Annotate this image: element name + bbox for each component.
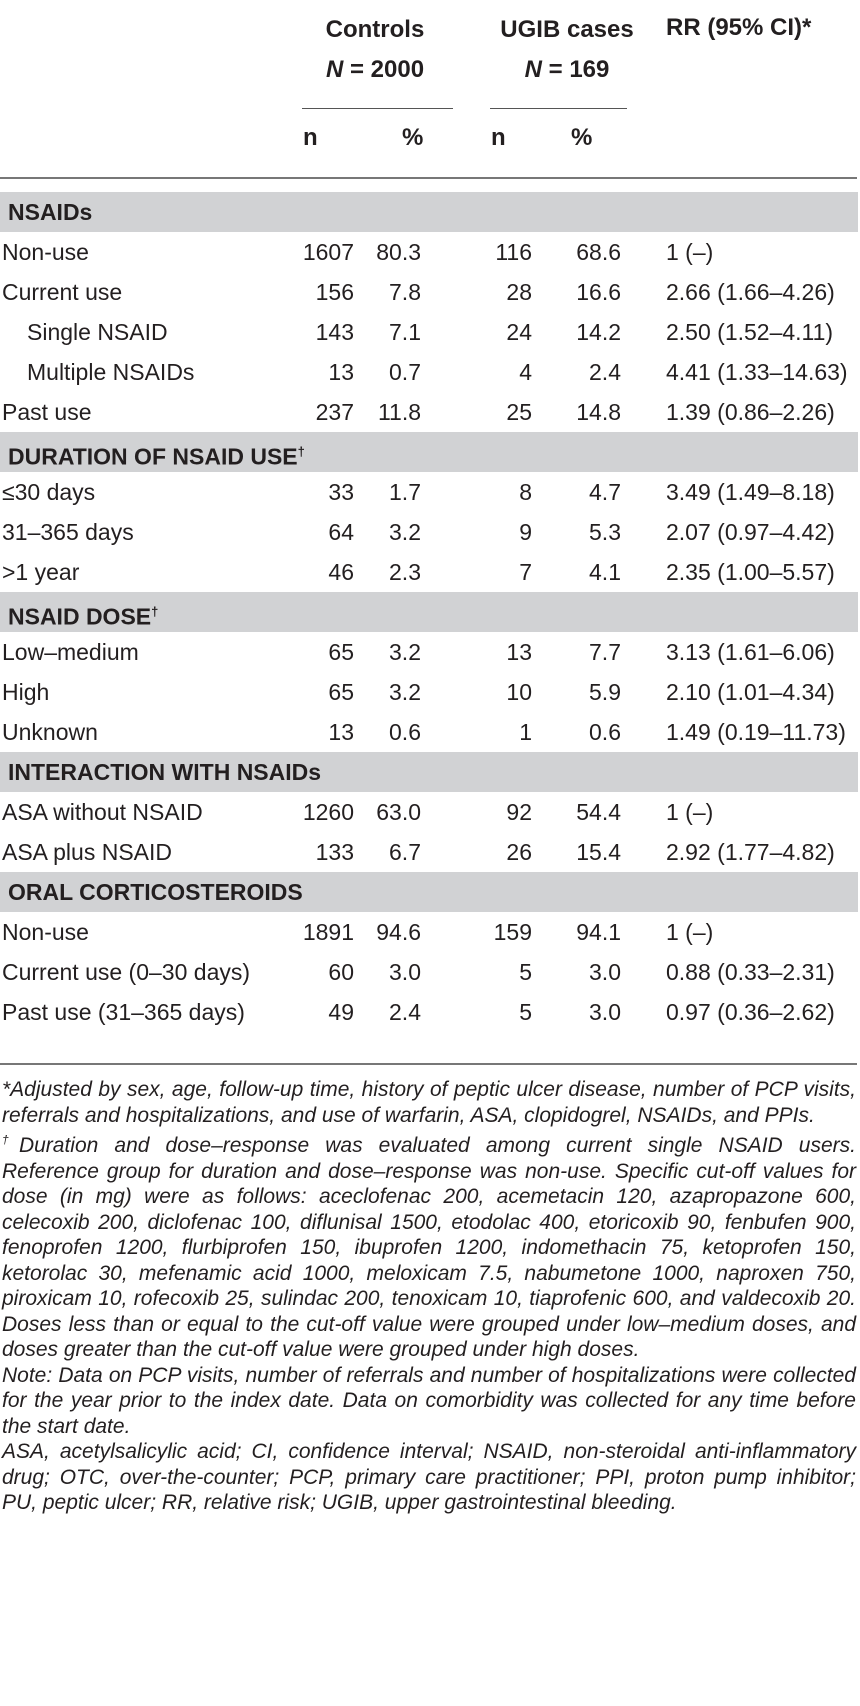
cases-pct-cell: 2.4	[589, 359, 621, 385]
section-header	[0, 192, 858, 232]
cases-n-cell: 25	[506, 399, 532, 425]
cases-n-cell: 92	[506, 799, 532, 825]
row-label: >1 year	[2, 559, 80, 585]
header-rule	[0, 177, 857, 179]
controls-n	[290, 50, 460, 90]
rr-cell: 1 (–)	[666, 919, 714, 945]
cases-n-cell: 9	[519, 519, 532, 545]
controls-n-cell: 46	[328, 559, 354, 585]
table-row	[0, 632, 858, 672]
controls-n-cell: 133	[315, 839, 354, 865]
cases-pct-cell: 54.4	[576, 799, 621, 825]
cases-n-cell: 26	[506, 839, 532, 865]
table-row	[0, 832, 858, 872]
controls-pct-cell: 0.6	[389, 719, 421, 745]
row-label: ASA without NSAID	[2, 799, 203, 825]
cases-n-cell: 10	[506, 679, 532, 705]
table-row	[0, 472, 858, 512]
controls-n-cell: 65	[328, 679, 354, 705]
table-row	[0, 952, 858, 992]
cases-n-cell: 24	[506, 319, 532, 345]
cases-pct-cell: 7.7	[589, 639, 621, 665]
cases-pct-cell: 5.9	[589, 679, 621, 705]
controls-n-cell: 64	[328, 519, 354, 545]
footnote-adjusted: *Adjusted by sex, age, follow-up time, history of peptic ulcer disease, number of PCP visits, referrals and hospitalizations, and use of warfarin, ASA, clopidogrel, NSAIDs, and PPIs.	[2, 1078, 856, 1127]
row-label: 31–365 days	[2, 519, 134, 545]
cases-title: UGIB cases	[500, 16, 634, 43]
cases-n-cell: 5	[519, 959, 532, 985]
rr-cell: 1 (–)	[666, 239, 714, 265]
section-header	[0, 752, 858, 792]
section-title: NSAID DOSE	[8, 603, 152, 630]
row-label: Current use	[2, 279, 123, 305]
table-row	[0, 512, 858, 552]
cases-n	[482, 50, 652, 90]
row-label: Past use (31–365 days)	[2, 999, 245, 1025]
rr-cell: 2.07 (0.97–4.42)	[666, 519, 835, 545]
cases-pct-cell: 4.1	[589, 559, 621, 585]
controls-underline	[302, 108, 453, 109]
cases-n-label: N	[524, 56, 542, 83]
rr-cell: 3.13 (1.61–6.06)	[666, 639, 835, 665]
controls-pct-cell: 63.0	[376, 799, 421, 825]
cases-n-cell: 4	[519, 359, 532, 385]
row-label: Past use	[2, 399, 92, 425]
section-title: DURATION OF NSAID USE	[8, 443, 298, 470]
section-footnote-mark: †	[151, 604, 159, 619]
controls-pct-cell: 2.3	[389, 559, 421, 585]
row-label: Current use (0–30 days)	[2, 959, 251, 985]
section-footnote-mark: †	[297, 444, 305, 459]
controls-n-subheader: n	[303, 124, 318, 151]
cases-n-cell: 116	[495, 239, 532, 265]
controls-pct-subheader: %	[402, 124, 424, 151]
table-row	[0, 712, 858, 752]
controls-pct-cell: 3.0	[389, 959, 421, 985]
cases-n-value: = 169	[541, 56, 610, 83]
controls-pct-cell: 7.1	[389, 319, 421, 345]
rr-cell: 0.97 (0.36–2.62)	[666, 999, 835, 1025]
cases-underline	[490, 108, 627, 109]
controls-n-cell: 1260	[302, 799, 354, 825]
cases-pct-cell: 15.4	[576, 839, 621, 865]
controls-n-cell: 13	[328, 359, 354, 385]
cases-pct-cell: 0.6	[589, 719, 621, 745]
cases-pct-cell: 94.1	[576, 919, 621, 945]
controls-pct-cell: 3.2	[389, 639, 421, 665]
controls-pct-cell: 94.6	[376, 919, 421, 945]
cases-pct-cell: 68.6	[576, 239, 621, 265]
cases-pct-cell: 5.3	[589, 519, 621, 545]
cases-n-cell: 8	[519, 479, 532, 505]
controls-n-cell: 60	[328, 959, 354, 985]
cases-n-cell: 7	[519, 559, 532, 585]
row-label: Low–medium	[2, 639, 139, 665]
table-body	[0, 192, 858, 1032]
controls-title: Controls	[325, 16, 425, 43]
rr-cell: 4.41 (1.33–14.63)	[666, 359, 848, 385]
cases-header	[482, 10, 652, 90]
cases-pct-cell: 3.0	[589, 959, 621, 985]
cases-pct-cell: 16.6	[576, 279, 621, 305]
row-label: Multiple NSAIDs	[27, 359, 195, 385]
row-label: Unknown	[2, 719, 98, 745]
table-row	[0, 912, 858, 952]
rr-cell: 1.39 (0.86–2.26)	[666, 399, 835, 425]
controls-n-cell: 13	[328, 719, 354, 745]
section-header	[0, 592, 858, 632]
cases-n-cell: 13	[506, 639, 532, 665]
dagger-mark: †	[2, 1133, 19, 1147]
rr-cell: 1.49 (0.19–11.73)	[666, 719, 846, 745]
controls-pct-cell: 0.7	[389, 359, 421, 385]
controls-pct-cell: 11.8	[377, 399, 421, 425]
rr-cell: 3.49 (1.49–8.18)	[666, 479, 835, 505]
controls-n-cell: 65	[328, 639, 354, 665]
controls-pct-cell: 7.8	[389, 279, 421, 305]
table-row	[0, 792, 858, 832]
cases-n-subheader: n	[491, 124, 506, 151]
rr-cell: 2.92 (1.77–4.82)	[666, 839, 835, 865]
controls-n-cell: 33	[328, 479, 354, 505]
cases-pct-subheader: %	[571, 124, 593, 151]
cases-n-cell: 28	[506, 279, 532, 305]
controls-n-cell: 1607	[302, 239, 354, 265]
cases-pct-cell: 14.8	[576, 399, 621, 425]
rr-cell: 2.66 (1.66–4.26)	[666, 279, 835, 305]
footnote-dagger	[2, 1128, 856, 1363]
section-title: ORAL CORTICOSTEROIDS	[8, 879, 303, 905]
controls-n-label: N	[325, 56, 344, 83]
footnote-abbreviations: ASA, acetylsalicylic acid; CI, confidence interval; NSAID, non-steroidal anti-inflammatory drug; OTC, over-the-counter; PCP, primary care practitioner; PPI, proton pump inhibitor; PU, peptic ulcer; RR, relative risk; UGIB, upper gastrointestinal bleeding.	[2, 1440, 856, 1514]
controls-header	[290, 10, 460, 90]
rr-cell: 2.10 (1.01–4.34)	[666, 679, 835, 705]
table-row	[0, 312, 858, 352]
table-row	[0, 272, 858, 312]
table-bottom-rule	[0, 1063, 857, 1065]
table-header	[0, 0, 860, 180]
controls-n-cell: 237	[315, 399, 354, 425]
row-label: Non-use	[2, 239, 89, 265]
row-label: Non-use	[2, 919, 89, 945]
section-title: NSAIDs	[8, 199, 93, 225]
table-row	[0, 232, 858, 272]
controls-pct-cell: 1.7	[389, 479, 421, 505]
cases-n-cell: 159	[493, 919, 532, 945]
section-header	[0, 432, 858, 472]
rr-cell: 2.35 (1.00–5.57)	[666, 559, 835, 585]
footnote-dagger-text: Duration and dose–response was evaluated among current single NSAID users. Reference group for duration and dose–response was non-use. Specific cut-off values for dose (in mg) were as follows: aceclofenac 200, acemetacin 120, azapropazone 600, celecoxib 200, diclofenac 100, diflunisal 1500, etodolac 400, etoricoxib 90, fenbufen 900, fenoprofen 1200, flurbiprofen 150, ibuprofen 1200, indomethacin 75, ketoprofen 150, ketorolac 30, mefenamic acid 1000, meloxicam 7.5, nabumetone 1000, naproxen 750, piroxicam 10, rofecoxib 25, sulindac 200, tenoxicam 10, tiaprofenic 600, and valdecoxib 20. Doses less than or equal to the cut-off value were grouped under low–medium doses, and doses greater than the cut-off value were grouped under high doses.	[2, 1134, 856, 1361]
controls-pct-cell: 3.2	[389, 519, 421, 545]
cases-pct-cell: 4.7	[589, 479, 621, 505]
cases-n-cell: 5	[519, 999, 532, 1025]
controls-n-cell: 49	[328, 999, 354, 1025]
table-row	[0, 352, 858, 392]
section-header	[0, 872, 858, 912]
row-label: ASA plus NSAID	[2, 839, 173, 865]
cases-pct-cell: 3.0	[589, 999, 621, 1025]
rr-header: RR (95% CI)*	[666, 14, 812, 41]
controls-pct-cell: 3.2	[389, 679, 421, 705]
controls-pct-cell: 6.7	[389, 839, 421, 865]
controls-n-cell: 1891	[302, 919, 354, 945]
footnotes	[2, 1077, 856, 1516]
section-title: INTERACTION WITH NSAIDs	[8, 759, 322, 785]
cases-pct-cell: 14.2	[576, 319, 621, 345]
table-row	[0, 392, 858, 432]
rr-cell: 1 (–)	[666, 799, 714, 825]
rr-cell: 2.50 (1.52–4.11)	[666, 319, 834, 345]
controls-n-cell: 143	[315, 319, 354, 345]
cases-n-cell: 1	[519, 719, 532, 745]
controls-pct-cell: 2.4	[389, 999, 421, 1025]
table-row	[0, 552, 858, 592]
table-row	[0, 672, 858, 712]
controls-pct-cell: 80.3	[376, 239, 421, 265]
table-row	[0, 992, 858, 1032]
rr-cell: 0.88 (0.33–2.31)	[666, 959, 835, 985]
controls-n-cell: 156	[315, 279, 354, 305]
row-label: ≤30 days	[2, 479, 96, 505]
row-label: High	[2, 679, 50, 705]
controls-n-value: = 2000	[343, 56, 425, 83]
footnote-note: Note: Data on PCP visits, number of referrals and number of hospitalizations were collected for the year prior to the index date. Data on comorbidity was collected for any time before the start date.	[2, 1363, 856, 1438]
row-label: Single NSAID	[27, 319, 168, 345]
